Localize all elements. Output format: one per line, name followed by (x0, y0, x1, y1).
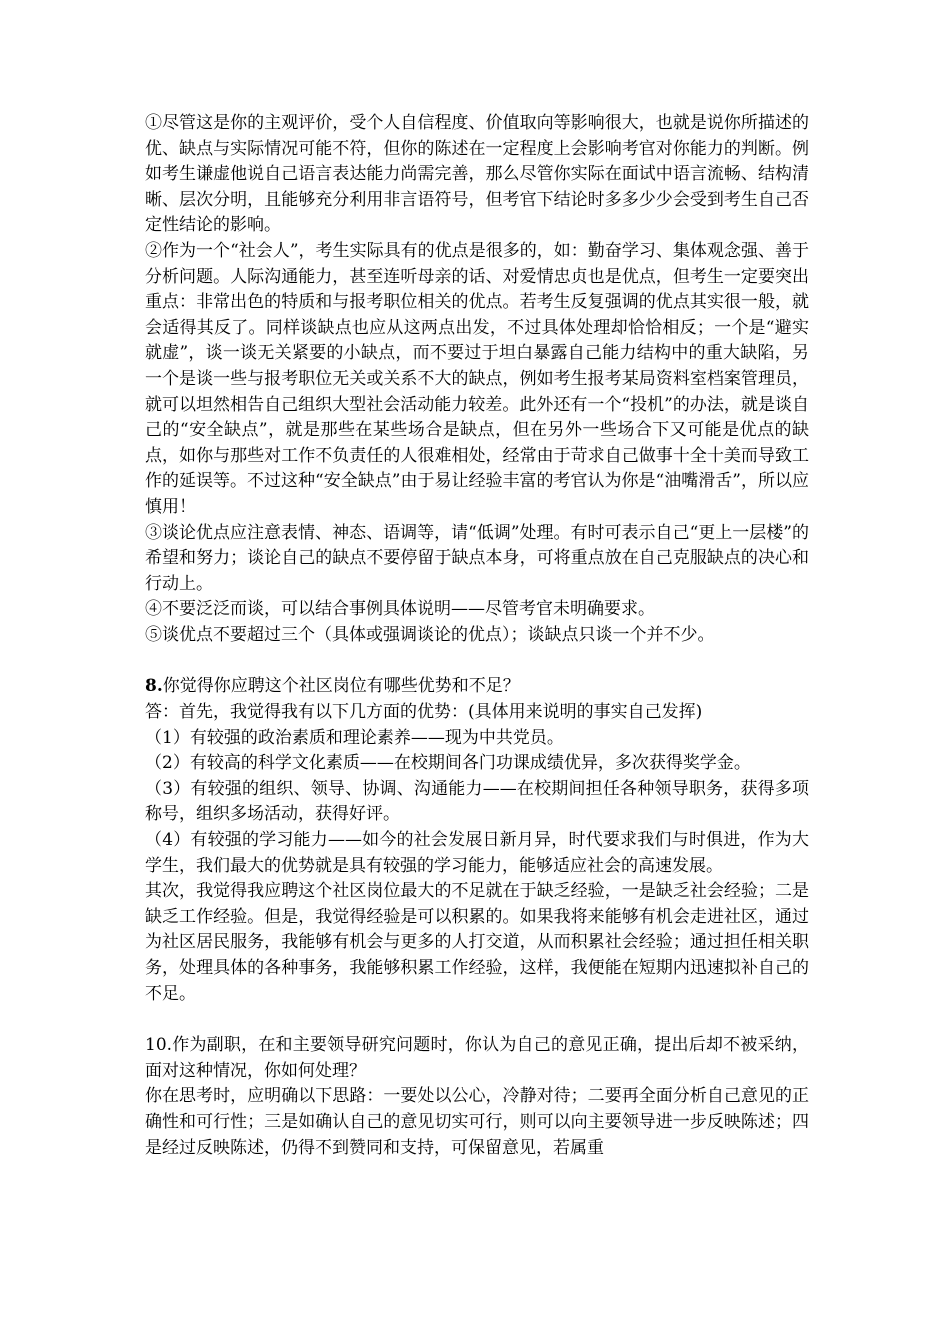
answer-paragraph: 你在思考时，应明确以下思路：一要处以公心，冷静对待；二要再全面分析自己意见的正确性和可行性；三是如确认自己的意见切实可行，则可以向主要领导进一步反映陈述；四是经过反映陈述，仍得不到赞同和支持，可保留意见，若属重 (145, 1086, 809, 1158)
question-number: 8. (145, 676, 163, 697)
answer-paragraph: （2）有较高的科学文化素质——在校期间各门功课成绩优异，多次获得奖学金。 (145, 753, 751, 774)
answer-paragraph: （4）有较强的学习能力——如今的社会发展日新月异，时代要求我们与时俱进，作为大学生，我们最大的优势就是具有较强的学习能力，能够适应社会的高速发展。 (145, 830, 809, 876)
answer-paragraph: 其次，我觉得我应聘这个社区岗位最大的不足就在于缺乏经验，一是缺乏社会经验；二是缺乏工作经验。但是，我觉得经验是可以积累的。如果我将来能够有机会走进社区，通过为社区居民服务，我能够有机会与更多的人打交道，从而积累社会经验；通过担任相关职务，处理具体的各种事务，我能够积累工作经验，这样，我便能在短期内迅速拟补自己的不足。 (145, 881, 809, 1004)
section-question-10 (145, 1033, 809, 1161)
answer-paragraph: （1）有较强的政治素质和理论素养——现为中共党员。 (145, 727, 564, 748)
question-heading (145, 674, 809, 700)
paragraph: ④不要泛泛而谈，可以结合事例具体说明——尽管考官未明确要求。 (145, 599, 655, 620)
question-heading: 10.作为副职，在和主要领导研究问题时，你认为自己的意见正确，提出后却不被采纳，面对这种情况，你如何处理？ (145, 1035, 809, 1081)
paragraph: ③谈论优点应注意表情、神态、语调等，请“低调”处理。有时可表示自己“更上一层楼”的希望和努力；谈论自己的缺点不要停留于缺点本身，可将重点放在自己克服缺点的决心和行动上。 (145, 522, 809, 594)
paragraph: ②作为一个“社会人”，考生实际具有的优点是很多的，如：勤奋学习、集体观念强、善于分析问题。人际沟通能力，甚至连听母亲的话、对爱情忠贞也是优点，但考生一定要突出重点：非常出色的特质和与报考职位相关的优点。若考生反复强调的优点其实很一般，就会适得其反了。同样谈缺点也应从这两点出发，不过具体处理却恰恰相反；一个是“避实就虚”，谈一谈无关紧要的小缺点，而不要过于坦白暴露自己能力结构中的重大缺陷，另一个是谈一些与报考职位无关或关系不大的缺点，例如考生报考某局资料室档案管理员，就可以坦然相告自己组织大型社会活动能力较差。此外还有一个“投机”的办法，就是谈自己的“安全缺点”，就是那些在某些场合是缺点，但在另外一些场合下又可能是优点的缺点，如你与那些对工作不负责任的人很难相处，经常由于苛求自己做事十全十美而导致工作的延误等。不过这种“安全缺点”由于易让经验丰富的考官认为你是“油嘴滑舌”，所以应慎用！ (145, 240, 809, 517)
paragraph: ①尽管这是你的主观评价，受个人自信程度、价值取向等影响很大，也就是说你所描述的优、缺点与实际情况可能不符，但你的陈述在一定程度上会影响考官对你能力的判断。例如考生谦虚他说自己语言表达能力尚需完善，那么尽管你实际在面试中语言流畅、结构清晰、层次分明，且能够充分利用非言语符号，但考官下结论时多多少少会受到考生自己否定性结论的影响。 (145, 113, 809, 236)
answer-paragraph: 答：首先，我觉得我有以下几方面的优势：(具体用来说明的事实自己发挥) (145, 702, 703, 723)
blank-line (145, 1007, 809, 1033)
document-body (145, 111, 809, 1161)
section-question-8 (145, 674, 809, 1007)
question-text: 你觉得你应聘这个社区岗位有哪些优势和不足？ (162, 676, 520, 697)
answer-paragraph: （3）有较强的组织、领导、协调、沟通能力——在校期间担任各种领导职务，获得多项称号，组织多场活动，获得好评。 (145, 778, 809, 825)
section-strengths-weaknesses-tips (145, 111, 809, 648)
blank-line (145, 648, 809, 674)
paragraph: ⑤谈优点不要超过三个（具体或强调谈论的优点）；谈缺点只谈一个并不少。 (145, 624, 715, 645)
